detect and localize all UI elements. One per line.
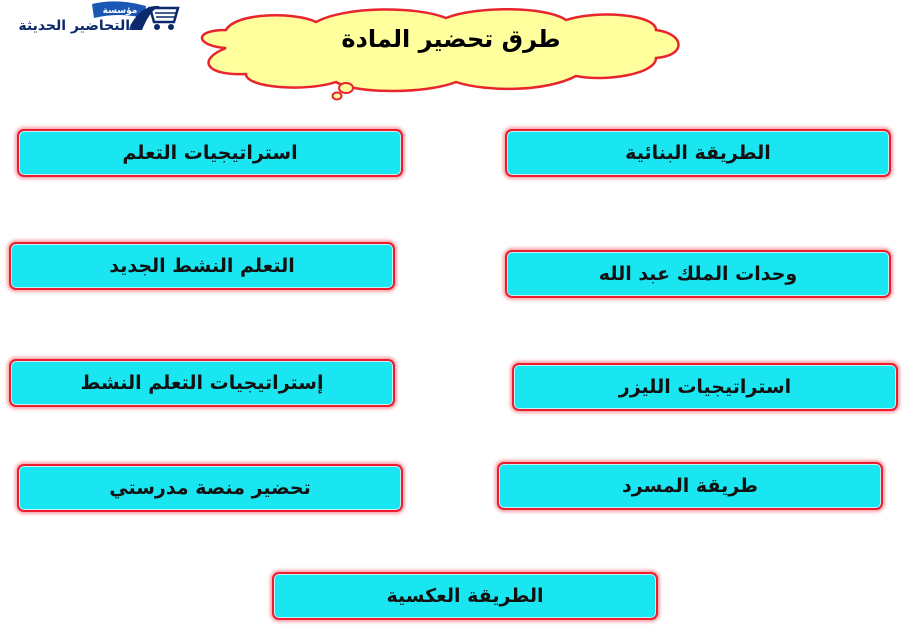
method-label: الطريقة العكسية	[386, 585, 544, 607]
method-label: استراتيجيات الليزر	[618, 376, 792, 398]
method-reverse[interactable]	[272, 572, 658, 620]
method-label: الطريقة البنائية	[625, 142, 771, 164]
method-label: طريقة المسرد	[622, 475, 758, 497]
method-madrasati-platform[interactable]	[17, 464, 403, 512]
method-active-learning-strategies[interactable]	[9, 359, 395, 407]
method-label: إستراتيجيات التعلم النشط	[80, 372, 324, 394]
method-label: وحدات الملك عبد الله	[598, 263, 798, 285]
method-king-abdullah-units[interactable]	[505, 250, 891, 298]
method-constructive[interactable]	[505, 129, 891, 177]
logo-main-text: التحاضير الحديثة	[18, 18, 130, 34]
method-label: التعلم النشط الجديد	[109, 255, 295, 277]
method-laser-strategies[interactable]	[512, 363, 898, 411]
institution-logo[interactable]	[0, 0, 185, 42]
method-new-active-learning[interactable]	[9, 242, 395, 290]
logo-small-text: مؤسسة	[102, 6, 138, 16]
title-cloud	[186, 8, 686, 102]
method-learning-strategies[interactable]	[17, 129, 403, 177]
cloud-shape	[186, 8, 686, 102]
method-glossary[interactable]	[497, 462, 883, 510]
page-title: طرق تحضير المادة	[341, 25, 561, 53]
method-label: تحضير منصة مدرستي	[109, 477, 311, 499]
method-label: استراتيجيات التعلم	[122, 142, 298, 164]
